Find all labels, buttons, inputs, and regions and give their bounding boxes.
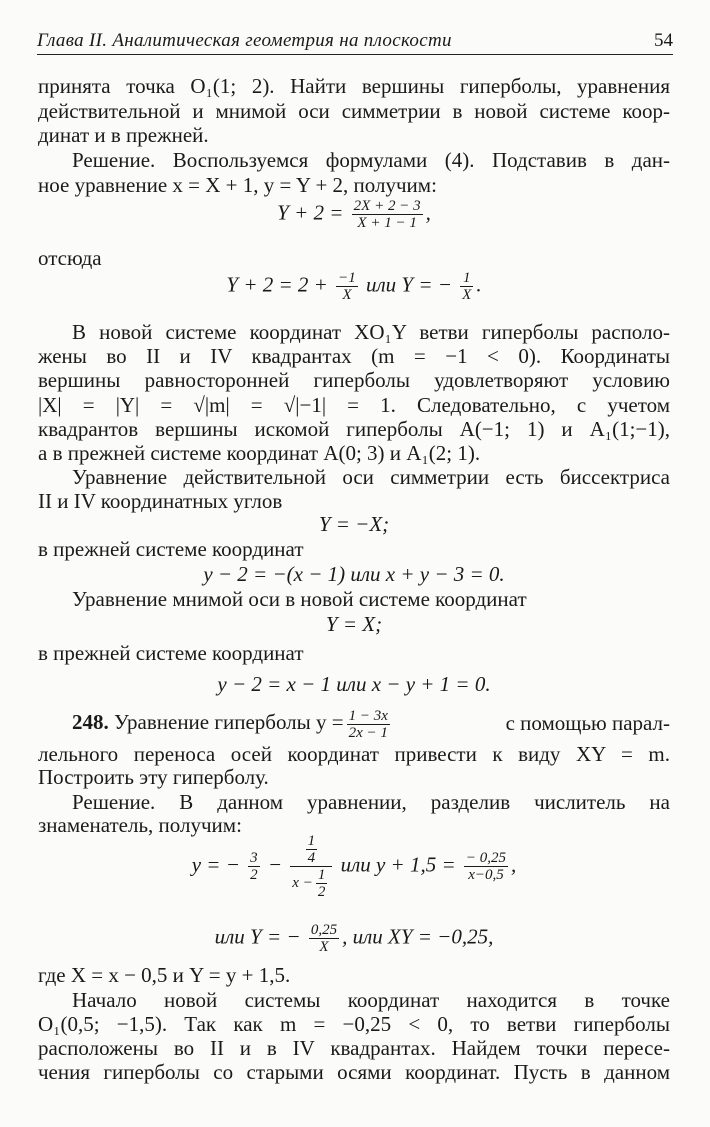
running-header: [37, 30, 673, 55]
page-number: 54: [654, 30, 673, 51]
text-line: В новой системе координат XO₁Y ветви гиперболы располо-: [72, 320, 670, 344]
equation-2: Y + 2 = 2 + $\frac{-1}{X}$ или Y = − $\frac{1}{X}$ .: [226, 270, 482, 303]
text-line: II и IV координатных углов: [38, 489, 283, 513]
text-line: Построить эту гиперболу.: [38, 765, 269, 789]
text-line: |X| = |Y| = √|m| = √|−1| = 1. Следовательно, с учетом: [38, 393, 670, 417]
text-line: а в прежней системе координат A(0; 3) и A₁(2; 1).: [38, 441, 481, 465]
formula-line: Y = X;: [325, 612, 383, 636]
text-line: принята точка O₁(1; 2). Найти вершины гиперболы, уравнения: [38, 74, 670, 98]
problem-number: 248.: [72, 710, 109, 735]
chapter-title: Глава II. Аналитическая геометрия на плоскости: [37, 30, 452, 51]
text-line: Уравнение мнимой оси в новой системе координат: [72, 587, 527, 611]
text-line: O₁(0,5; −1,5). Так как m = −0,25 < 0, то ветви гиперболы: [38, 1012, 670, 1036]
text-line: чения гиперболы со старыми осями координат. Пусть в данном: [38, 1060, 670, 1084]
formula-line: Y = −X;: [318, 512, 390, 536]
text-line: жены во II и IV квадрантах (m = −1 < 0). Координаты: [38, 344, 670, 368]
text-line: Решение. Воспользуемся формулами (4). Подставив в дан-: [72, 148, 670, 172]
equation-3: y = − $\frac{3}{2}$ − $\frac{1}{4}$ x − $\frac{1}{2}$ или y + 1,5 = $\frac{- 0,25}{x-0,5}$ ,: [191, 833, 517, 900]
text-line: динат и в прежней.: [38, 123, 209, 147]
text-line: действительной и мнимой оси симметрии в новой системе коор-: [38, 99, 670, 123]
formula-line: y − 2 = x − 1 или x − y + 1 = 0.: [217, 672, 491, 696]
text-line: где X = x − 0,5 и Y = y + 1,5.: [38, 963, 291, 987]
problem-248: 248. Уравнение гиперболы y = $\frac{1 - 3x}{2x - 1}$ с помощью парал-: [72, 707, 670, 741]
text-line: квадрантов вершины искомой гиперболы A(−1; 1) и A₁(1;−1),: [38, 417, 670, 441]
text-line: расположены во II и в IV квадрантах. Найдем точки пересе-: [38, 1036, 670, 1060]
text-line: Решение. В данном уравнении, разделив числитель на: [72, 790, 670, 814]
text-line: Начало новой системы координат находится в точке: [72, 988, 670, 1012]
text-line: лельного переноса осей координат привести к виду XY = m.: [38, 742, 670, 766]
equation-4: или Y = − $\frac{0,25}{X}$ , или XY = −0,25,: [214, 922, 494, 955]
text-line: ное уравнение x = X + 1, y = Y + 2, получим:: [38, 173, 437, 197]
text-line: в прежней системе координат: [38, 537, 304, 561]
text-line: знаменатель, получим:: [38, 813, 242, 837]
text-line: в прежней системе координат: [38, 641, 304, 665]
text-line: Уравнение действительной оси симметрии есть биссектриса: [72, 465, 670, 489]
text-line: вершины равносторонней гиперболы удовлетворяют условию: [38, 368, 670, 392]
formula-line: y − 2 = −(x − 1) или x + y − 3 = 0.: [203, 562, 505, 586]
equation-1: Y + 2 = $\frac{2X + 2 - 3}{X + 1 - 1}$ ,: [277, 198, 431, 231]
text-line: отсюда: [38, 246, 102, 270]
